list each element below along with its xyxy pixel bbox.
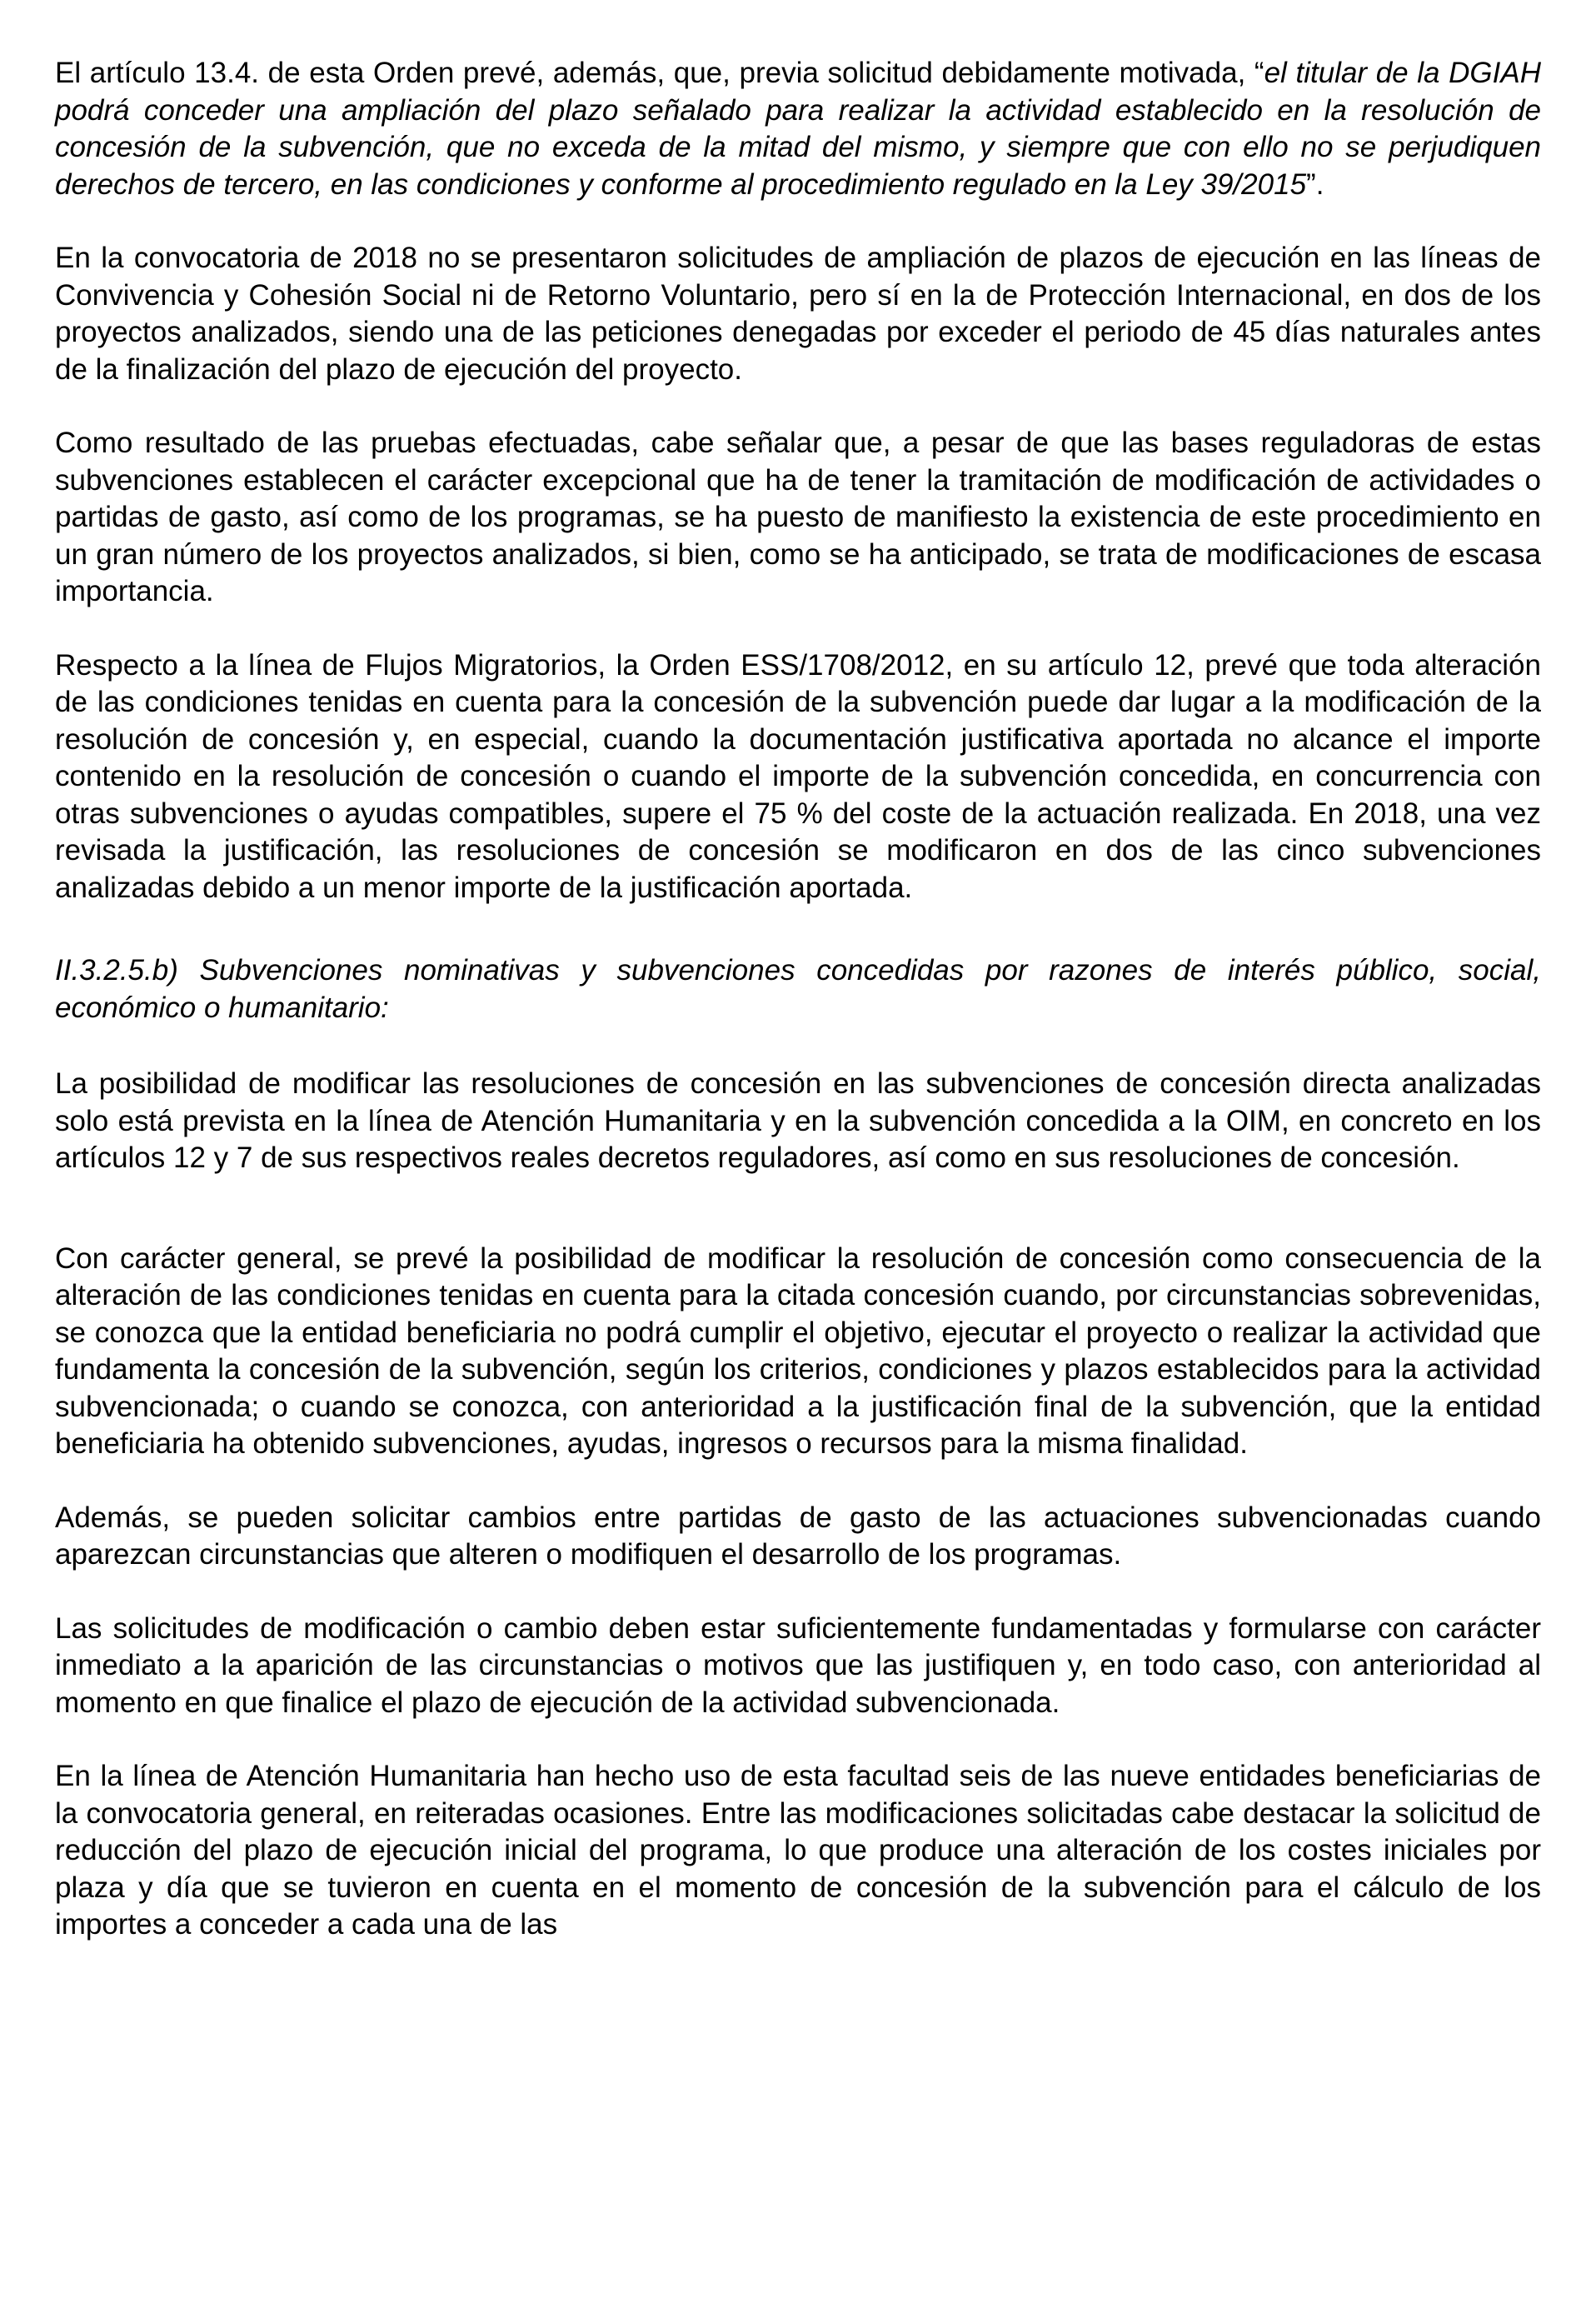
document-body xyxy=(55,55,1541,1944)
paragraph-flujos-migratorios: Respecto a la línea de Flujos Migratorios, la Orden ESS/1708/2012, en su artículo 12, prevé que toda alteración de las condiciones tenidas en cuenta para la concesión de la subvención puede dar lugar a la modificación de la resolución de concesión y, en especial, cuando la documentación justificativa aportada no alcance el importe contenido en la resolución de concesión o cuando el importe de la subvención concedida, en concurrencia con otras subvenciones o ayudas compatibles, supere el 75 % del coste de la actuación realizada. En 2018, una vez revisada la justificación, las resoluciones de concesión se modificaron en dos de las cinco subvenciones analizadas debido a un menor importe de la justificación aportada. xyxy=(55,648,1541,904)
paragraph-tail-text: ”. xyxy=(1306,167,1324,201)
paragraph-article-13-4 xyxy=(55,55,1541,203)
paragraph-convocatoria-2018: En la convocatoria de 2018 no se presentaron solicitudes de ampliación de plazos de ejecución en las líneas de Convivencia y Cohesión Social ni de Retorno Voluntario, pero sí en la de Protección Internacional, en dos de los proyectos analizados, siendo una de las peticiones denegadas por exceder el periodo de 45 días naturales antes de la finalización del plazo de ejecución del proyecto. xyxy=(55,242,1541,386)
paragraph-caracter-general: Con carácter general, se prevé la posibilidad de modificar la resolución de concesión como consecuencia de la alteración de las condiciones tenidas en cuenta para la citada concesión cuando, por circunstancias sobrevenidas, se conozca que la entidad beneficiaria no podrá cumplir el objetivo, ejecutar el proyecto o realizar la actividad que fundamenta la concesión de la subvención, según los criterios, condiciones y plazos establecidos para la actividad subvencionada; o cuando se conozca, con anterioridad a la justificación final de la subvención, que la entidad beneficiaria ha obtenido subvenciones, ayudas, ingresos o recursos para la misma finalidad. xyxy=(55,1241,1541,1460)
section-heading: II.3.2.5.b) Subvenciones nominativas y subvenciones concedidas por razones de interés público, social, económico o humanitario: xyxy=(55,954,1541,1024)
paragraph-cambios-partidas: Además, se pueden solicitar cambios entre partidas de gasto de las actuaciones subvencionadas cuando aparezcan circunstancias que alteren o modifiquen el desarrollo de los programas. xyxy=(55,1501,1541,1571)
paragraph-posibilidad-modificar: La posibilidad de modificar las resoluciones de concesión en las subvenciones de concesión directa analizadas solo está prevista en la línea de Atención Humanitaria y en la subvención concedida a la OIM, en concreto en los artículos 12 y 7 de sus respectivos reales decretos reguladores, así como en sus resoluciones de concesión. xyxy=(55,1067,1541,1174)
paragraph-atencion-humanitaria: En la línea de Atención Humanitaria han hecho uso de esta facultad seis de las nueve entidades beneficiarias de la convocatoria general, en reiteradas ocasiones. Entre las modificaciones solicitadas cabe destacar la solicitud de reducción del plazo de ejecución inicial del programa, lo que produce una alteración de los costes iniciales por plaza y día que se tuvieron en cuenta en el momento de concesión de la subvención para el cálculo de los importes a conceder a cada una de las xyxy=(55,1760,1541,1941)
paragraph-pruebas-efectuadas: Como resultado de las pruebas efectuadas, cabe señalar que, a pesar de que las bases reguladoras de estas subvenciones establecen el carácter excepcional que ha de tener la tramitación de modificación de actividades o partidas de gasto, así como de los programas, se ha puesto de manifiesto la existencia de este procedimiento en un gran número de los proyectos analizados, si bien, como se ha anticipado, se trata de modificaciones de escasa importancia. xyxy=(55,427,1541,607)
paragraph-solicitudes-modificacion: Las solicitudes de modificación o cambio deben estar suficientemente fundamentadas y formularse con carácter inmediato a la aparición de las circunstancias o motivos que las justifiquen y, en todo caso, con anterioridad al momento en que finalice el plazo de ejecución de la actividad subvencionada. xyxy=(55,1611,1541,1719)
paragraph-lead-text: El artículo 13.4. de esta Orden prevé, además, que, previa solicitud debidamente motivada, “ xyxy=(55,57,1264,89)
quoted-article-text: el titular de la DGIAH podrá conceder una ampliación del plazo señalado para realizar la actividad establecido en la resolución de concesión de la subvención, que no exceda de la mitad del mismo, y siempre que con ello no se perjudiquen derechos de tercero, en las condiciones y conforme al procedimiento regulado en la Ley 39/2015 xyxy=(55,57,1541,201)
